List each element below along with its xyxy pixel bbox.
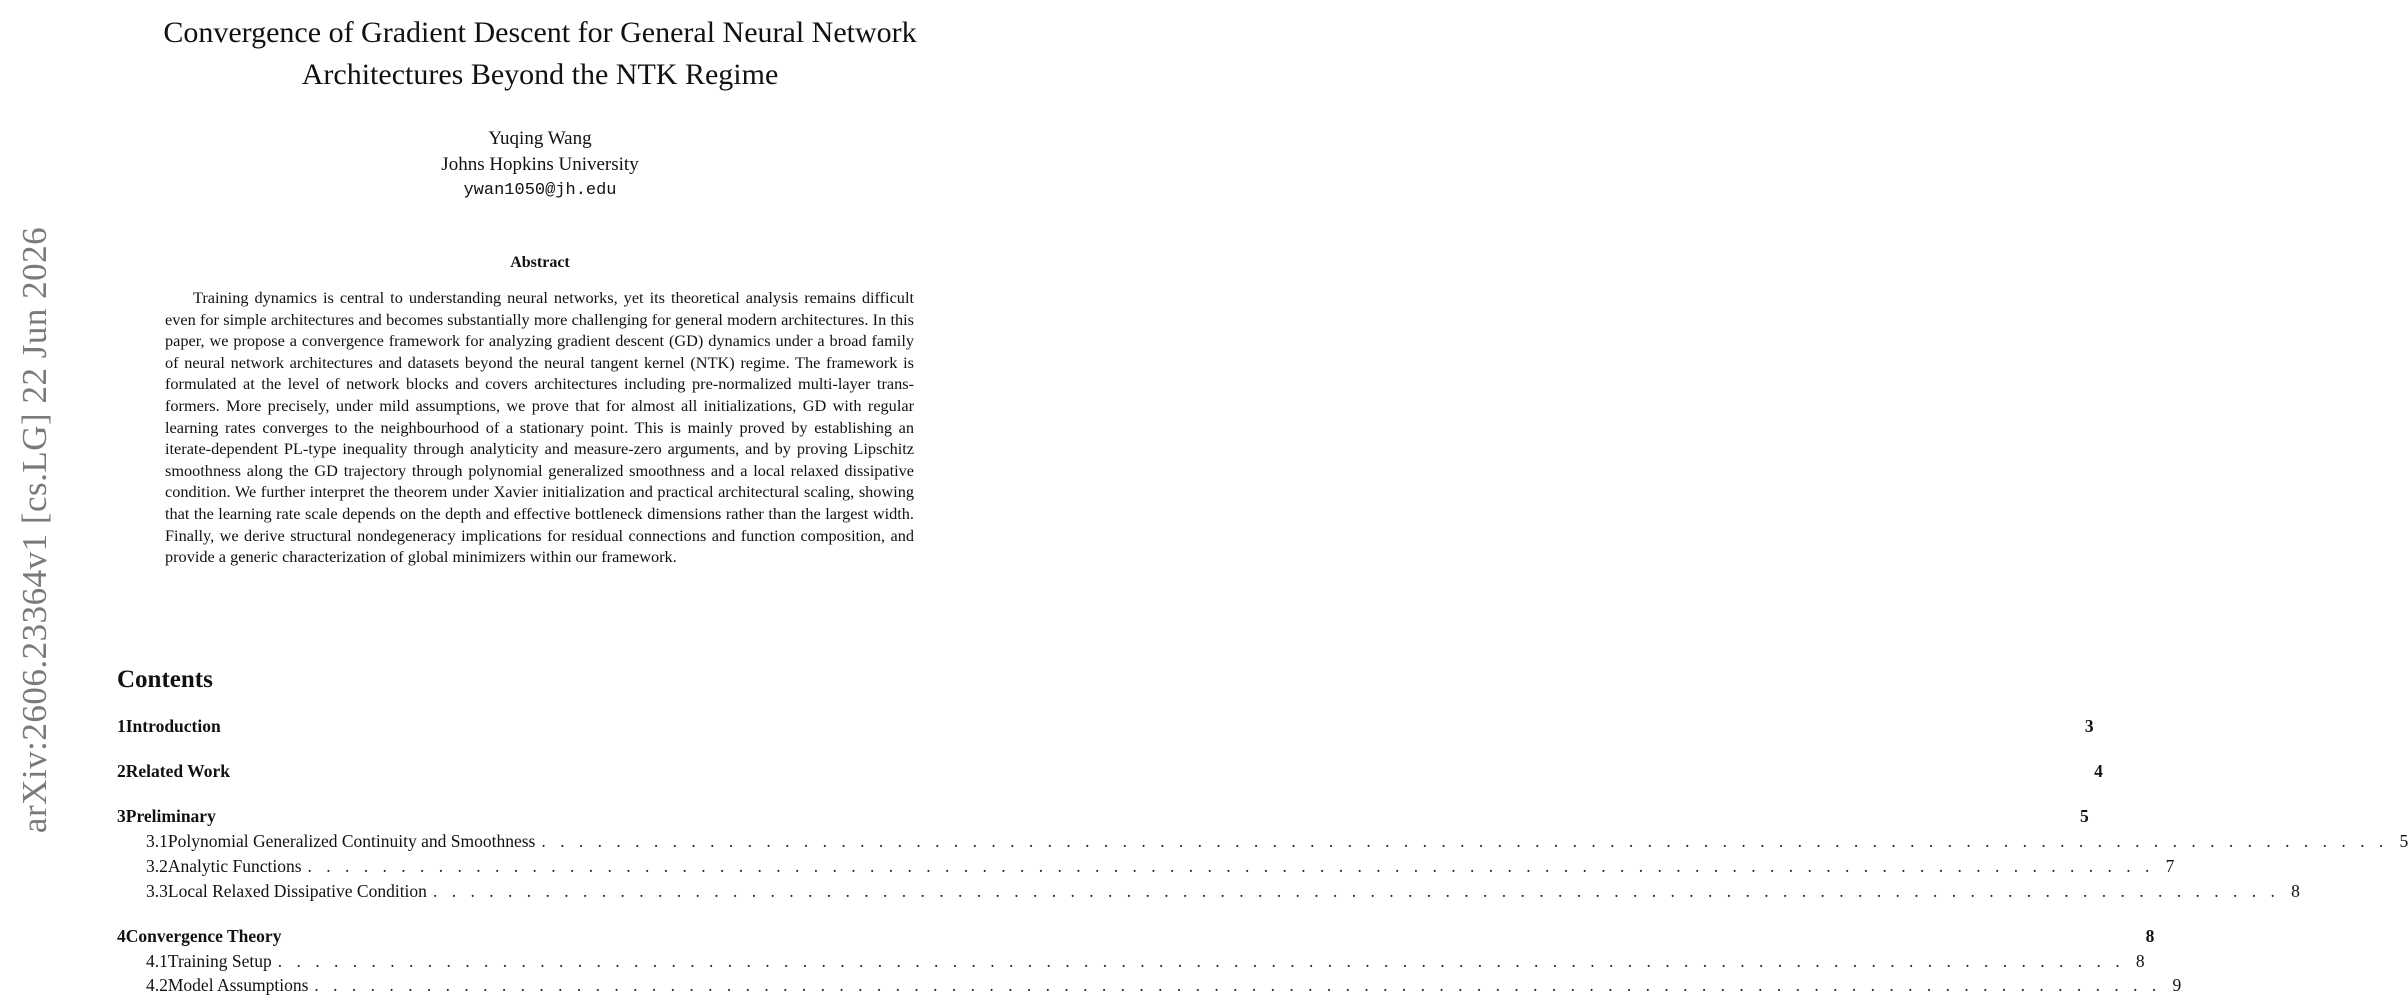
toc-entry-page: 9 <box>2172 975 2182 995</box>
author-affiliation: Johns Hopkins University <box>441 154 639 175</box>
toc-entry-title: Introduction <box>125 716 221 736</box>
toc-entry-number: 4.2 <box>146 975 168 995</box>
contents-heading: Contents <box>117 666 213 693</box>
toc-entry-page: 3 <box>2084 716 2094 736</box>
toc-entry-title: Local Relaxed Dissipative Condition <box>167 881 427 901</box>
toc-entry-title: Polynomial Generalized Continuity and Smoothness <box>167 831 536 851</box>
toc-dot-leader: . . . . . . . . . . . . . . . . . . . . . . . . . . . . . . . . . . . . . . . . . . . . . . . . . . . . . . . . . . . . . . . . . . . . . . . . . . . . . . . . . . . . . . . . . . . . . . . . . . . <box>541 831 2389 851</box>
toc-entry-number: 4 <box>117 926 126 946</box>
toc-entry-convergence-theory[interactable] <box>117 924 2155 948</box>
toc-dot-leader: . . . . . . . . . . . . . . . . . . . . . . . . . . . . . . . . . . . . . . . . . . . . . . . . . . . . . . . . . . . . . . . . . . . . . . . . . . . . . . . . . . . . . . . . . . . . . . . . . . . <box>432 881 2280 901</box>
toc-entry-page: 5 <box>2079 806 2089 826</box>
toc-entry-page: 8 <box>2291 881 2300 901</box>
author-block <box>340 126 740 204</box>
toc-entry-number: 3 <box>117 806 126 826</box>
toc-entry-number: 1 <box>117 716 126 736</box>
toc-entry-title: Preliminary <box>125 806 216 826</box>
toc-entry-title: Analytic Functions <box>167 856 302 876</box>
toc-entry-number: 3.1 <box>146 831 168 851</box>
paper-title-line-1: Convergence of Gradient Descent for General Neural Network <box>163 16 917 49</box>
toc-entry-title: Model Assumptions <box>167 975 309 995</box>
toc-entry-related-work[interactable] <box>117 759 2103 783</box>
toc-entry-introduction[interactable] <box>117 714 2094 738</box>
abstract-heading: Abstract <box>510 254 570 271</box>
toc-entry-number: 3.3 <box>146 881 168 901</box>
arxiv-identifier: arXiv:2606.23364v1 [cs.LG] 22 Jun 2026 <box>15 226 54 834</box>
toc-subentry-training-setup[interactable] <box>117 949 2145 973</box>
toc-entry-number: 2 <box>117 761 126 781</box>
toc-entry-title: Training Setup <box>167 951 272 971</box>
toc-subentry-local-relaxed-dissipative[interactable] <box>117 879 2300 903</box>
toc-entry-number: 4.1 <box>146 951 168 971</box>
toc-dot-leader: . . . . . . . . . . . . . . . . . . . . . . . . . . . . . . . . . . . . . . . . . . . . . . . . . . . . . . . . . . . . . . . . . . . . . . . . . . . . . . . . . . . . . . . . . . . . . . . . . . . <box>314 975 2162 995</box>
toc-entry-page: 8 <box>2135 951 2145 971</box>
toc-entry-page: 8 <box>2145 926 2155 946</box>
toc-entry-preliminary[interactable] <box>117 804 2089 828</box>
toc-entry-page: 4 <box>2094 761 2103 781</box>
paper-title <box>140 12 940 96</box>
toc-subentry-polynomial-generalized[interactable] <box>117 829 2408 853</box>
toc-entry-title: Convergence Theory <box>125 926 282 946</box>
author-name: Yuqing Wang <box>488 128 592 149</box>
toc-entry-number: 3.2 <box>146 856 168 876</box>
toc-dot-leader: . . . . . . . . . . . . . . . . . . . . . . . . . . . . . . . . . . . . . . . . . . . . . . . . . . . . . . . . . . . . . . . . . . . . . . . . . . . . . . . . . . . . . . . . . . . . . . . . . . . <box>307 856 2155 876</box>
author-email[interactable]: ywan1050@jh.edu <box>463 181 617 200</box>
abstract-body: Training dynamics is central to understanding neural networks, yet its theoretical analysis remains difficult even for simple architectures and becomes substantially more challenging for general modern architectures. In this paper, we propose a convergence framework for analyzing gradient descent (GD) dynamics under a broad family of neural network architectures and datasets beyond the neural tangent kernel (NTK) regime. The framework is formulated at the level of network blocks and covers architectures including pre-normalized multi-layer transformers. More precisely, under mild assumptions, we prove that for almost all initializations, GD with regular learning rates converges to the neighbourhood of a stationary point. This is mainly proved by establishing an iterate-dependent PL-type inequality through analyticity and measure-zero arguments, and by proving Lipschitz smoothness along the GD trajectory through polynomial generalized smoothness and a local relaxed dissipative condition. We further interpret the theorem under Xavier initialization and practical architectural scaling, showing that the learning rate scale depends on the depth and effective bottleneck dimensions rather than the largest width. Finally, we derive structural nondegeneracy implications for residual connections and function composition, and provide a generic characterization of global minimizers within our framework. <box>165 288 914 567</box>
toc-entry-title: Related Work <box>125 761 230 781</box>
toc-entry-page: 7 <box>2165 856 2175 876</box>
paper-title-line-2: Architectures Beyond the NTK Regime <box>301 58 779 91</box>
toc-entry-page: 5 <box>2399 831 2408 851</box>
toc-dot-leader: . . . . . . . . . . . . . . . . . . . . . . . . . . . . . . . . . . . . . . . . . . . . . . . . . . . . . . . . . . . . . . . . . . . . . . . . . . . . . . . . . . . . . . . . . . . . . . . . . . . <box>277 951 2125 971</box>
toc-subentry-analytic-functions[interactable] <box>117 854 2175 878</box>
toc-subentry-model-assumptions[interactable] <box>117 973 2182 997</box>
